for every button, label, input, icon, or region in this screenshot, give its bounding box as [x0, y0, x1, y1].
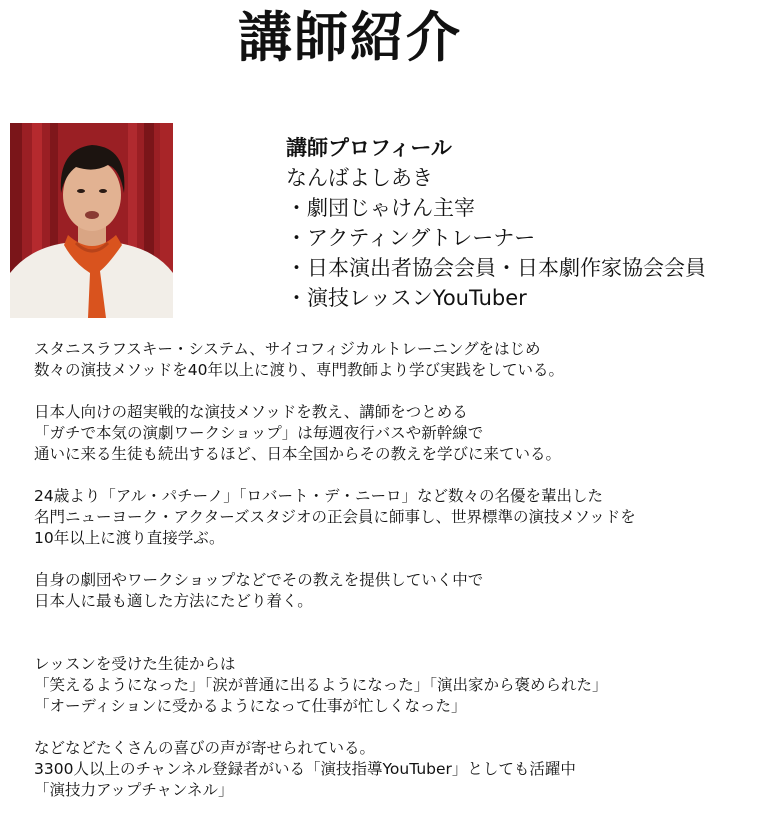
instructor-photo	[10, 123, 173, 318]
profile-name: なんばよしあき	[286, 166, 433, 190]
bio-paragraph-5	[34, 654, 774, 717]
bio-line: 日本人に最も適した方法にたどり着く。	[34, 592, 313, 610]
bio-paragraph-6	[34, 738, 774, 801]
bio-line: 10年以上に渡り直接学ぶ。	[34, 529, 225, 547]
bio-line: スタニスラフスキー・システム、サイコフィジカルトレーニングをはじめ	[34, 340, 541, 358]
profile-list	[286, 193, 782, 313]
bio-line: 24歳より「アル・パチーノ」「ロバート・デ・ニーロ」など数々の名優を輩出した	[34, 487, 604, 505]
biography-text	[34, 339, 774, 822]
bio-line: 「演技力アップチャンネル」	[34, 781, 234, 799]
bio-line: 「オーディションに受かるようになって仕事が忙しくなった」	[34, 697, 467, 715]
profile-item-youtuber: ・演技レッスンYouTuber	[286, 286, 527, 310]
bio-line: 3300人以上のチャンネル登録者がいる「演技指導YouTuber」としても活躍中	[34, 760, 576, 778]
bio-line: レッスンを受けた生徒からは	[34, 655, 236, 673]
bio-line: 通いに来る生徒も続出するほど、日本全国からその教えを学びに来ている。	[34, 445, 562, 463]
bio-line: 「ガチで本気の演劇ワークショップ」は毎週夜行バスや新幹線で	[34, 424, 484, 442]
bio-line: 自身の劇団やワークショップなどでその教えを提供していく中で	[34, 571, 484, 589]
page-title: 講師紹介	[238, 6, 462, 69]
instructor-portrait-image	[10, 123, 173, 318]
profile-item-trainer: ・アクティングトレーナー	[286, 226, 536, 250]
profile-heading: 講師プロフィール	[286, 136, 452, 160]
profile-section	[286, 133, 782, 313]
bio-line: 数々の演技メソッドを40年以上に渡り、専門教師より学び実践をしている。	[34, 361, 564, 379]
bio-paragraph-2	[34, 402, 774, 465]
bio-line: 日本人向けの超実戦的な演技メソッドを教え、講師をつとめる	[34, 403, 468, 421]
bio-paragraph-4	[34, 570, 774, 612]
bio-line: などなどたくさんの喜びの声が寄せられている。	[34, 739, 376, 757]
bio-line: 名門ニューヨーク・アクターズスタジオの正会員に師事し、世界標準の演技メソッドを	[34, 508, 636, 526]
profile-item-troupe: ・劇団じゃけん主宰	[286, 196, 475, 220]
profile-item-associations: ・日本演出者協会会員・日本劇作家協会会員	[286, 256, 706, 280]
bio-paragraph-1	[34, 339, 774, 381]
bio-line: 「笑えるようになった」「涙が普通に出るようになった」「演出家から褒められた」	[34, 676, 608, 694]
bio-paragraph-3	[34, 486, 774, 549]
